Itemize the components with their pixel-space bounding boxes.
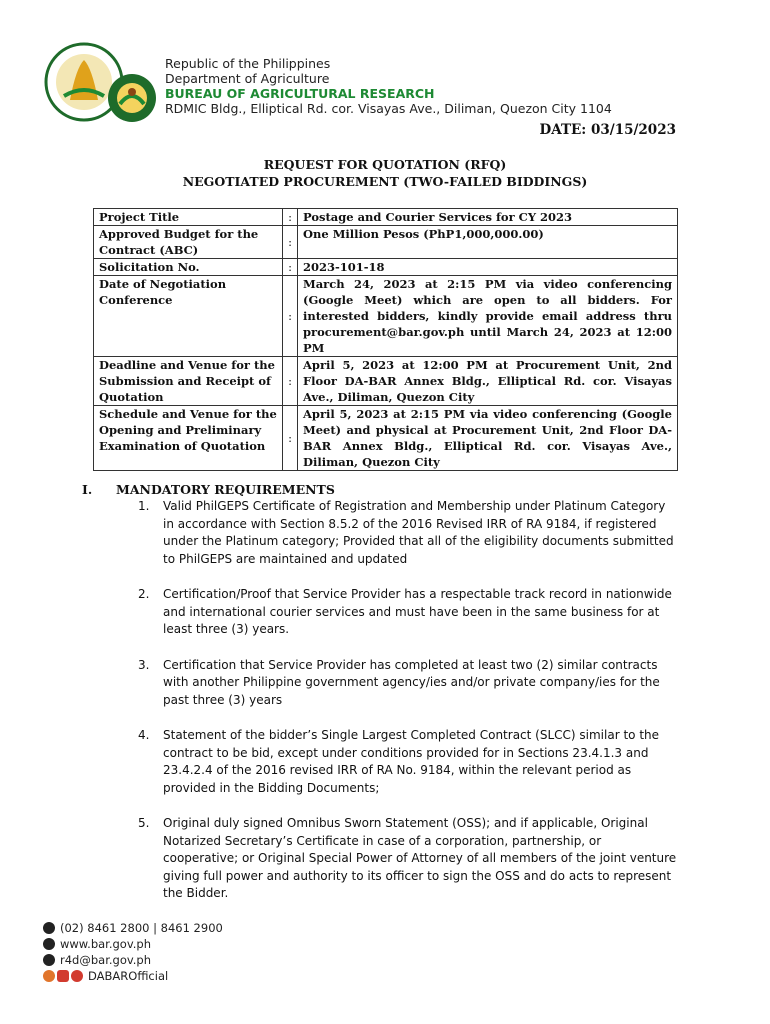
info-separator: : [283,276,298,357]
department-line: Department of Agriculture [165,71,330,86]
info-label: Approved Budget for the Contract (ABC) [94,226,283,259]
requirement-text: Certification that Service Provider has completed at least two (2) similar contracts with another Philippine government agency/ies and/or private company/ies for the past three (3) years [163,657,660,707]
requirement-number: 3. [138,657,150,672]
letterhead [40,38,740,128]
footer-email[interactable]: r4d@bar.gov.ph [60,953,152,967]
section-title: MANDATORY REQUIREMENTS [116,482,335,497]
address-line: RDMIC Bldg., Elliptical Rd. cor. Visayas Ave., Diliman, Quezon City 1104 [165,101,612,116]
info-row [94,276,678,357]
requirement-item [138,498,678,568]
footer-social-handle: DABAROfficial [88,969,169,983]
info-row [94,406,678,471]
info-row [94,226,678,259]
department-of-agriculture-logo [40,38,158,126]
footer-website[interactable]: www.bar.gov.ph [60,937,151,951]
youtube-icon[interactable] [71,970,83,982]
globe-icon [43,938,55,950]
info-separator: : [283,357,298,406]
letterhead-text [165,56,612,116]
info-separator: : [283,226,298,259]
requirement-number: 2. [138,587,150,601]
requirement-number: 5. [138,816,150,830]
info-separator: : [283,209,298,226]
info-value: March 24, 2023 at 2:15 PM via video conferencing (Google Meet) which are open to all bidders. For interested bidders, kindly provide email address thru procurement@bar.gov.ph until March 24, 2023 at 12:00 PM [298,276,678,357]
info-value: Postage and Courier Services for CY 2023 [298,209,678,226]
info-value: April 5, 2023 at 2:15 PM via video conferencing (Google Meet) and physical at Procurement Unit, 2nd Floor DA-BAR Annex Bldg., Elliptical Rd. cor. Visayas Ave., Diliman, Quezon City [298,406,678,471]
requirement-number: 1. [138,499,150,513]
project-info-table [93,208,678,471]
bureau-name: BUREAU OF AGRICULTURAL RESEARCH [165,86,435,101]
requirement-item [138,586,678,639]
requirement-text: Original duly signed Omnibus Sworn Statement (OSS); and if applicable, Original Notarized Secretary’s Certificate in case of a corporation, partnership, or cooperative; or Original Special Power of Attorney of all members of the joint venture giving full power and authority to its officer to sign the OSS and do acts to represent the Bidder. [163,816,677,900]
instagram-icon[interactable] [57,970,69,982]
facebook-icon[interactable] [43,970,55,982]
email-icon [43,954,55,966]
republic-line: Republic of the Philippines [165,56,331,71]
info-value: 2023-101-18 [298,259,678,276]
info-row [94,357,678,406]
footer-contacts [43,920,223,984]
requirement-text: Valid PhilGEPS Certificate of Registration and Membership under Platinum Category in accordance with Section 8.5.2 of the 2016 Revised IRR of RA 9184, if registered under the Platinum category; Provided that all of the eligibility documents submitted to PhilGEPS are maintained and updated [163,499,674,566]
requirement-item [138,657,678,710]
section-number: I. [82,482,93,497]
requirement-item [138,727,678,797]
footer-phone: (02) 8461 2800 | 8461 2900 [60,921,223,935]
document-date: DATE: 03/15/2023 [539,122,676,138]
info-label: Deadline and Venue for the Submission and Receipt of Quotation [94,357,283,406]
info-label: Project Title [94,209,283,226]
requirement-text: Statement of the bidder’s Single Largest Completed Contract (SLCC) similar to the contract to be bid, except under conditions provided for in Sections 23.4.1.3 and 23.4.2.4 of the 2016 revised IRR of RA No. 9184, within the relevant period as provided in the Bidding Documents; [163,728,660,795]
requirements-list [138,498,678,921]
info-value: One Million Pesos (PhP1,000,000.00) [298,226,678,259]
section-heading [82,482,335,497]
procurement-type: NEGOTIATED PROCUREMENT (TWO-FAILED BIDDINGS) [182,174,588,189]
info-label: Solicitation No. [94,259,283,276]
phone-icon [43,922,55,934]
info-label: Schedule and Venue for the Opening and Preliminary Examination of Quotation [94,406,283,471]
info-value: April 5, 2023 at 12:00 PM at Procurement Unit, 2nd Floor DA-BAR Annex Bldg., Elliptical Rd. cor. Visayas Ave., Diliman, Quezon City [298,357,678,406]
info-separator: : [283,259,298,276]
info-label: Date of Negotiation Conference [94,276,283,357]
requirement-number: 4. [138,728,150,742]
info-row [94,209,678,226]
info-separator: : [283,406,298,471]
requirement-text: Certification/Proof that Service Provider has a respectable track record in nationwide and international courier services and must have been in the same business for at least three (3) years. [163,587,672,636]
requirement-item [138,815,678,903]
info-row [94,259,678,276]
rfq-title: REQUEST FOR QUOTATION (RFQ) [263,157,507,172]
